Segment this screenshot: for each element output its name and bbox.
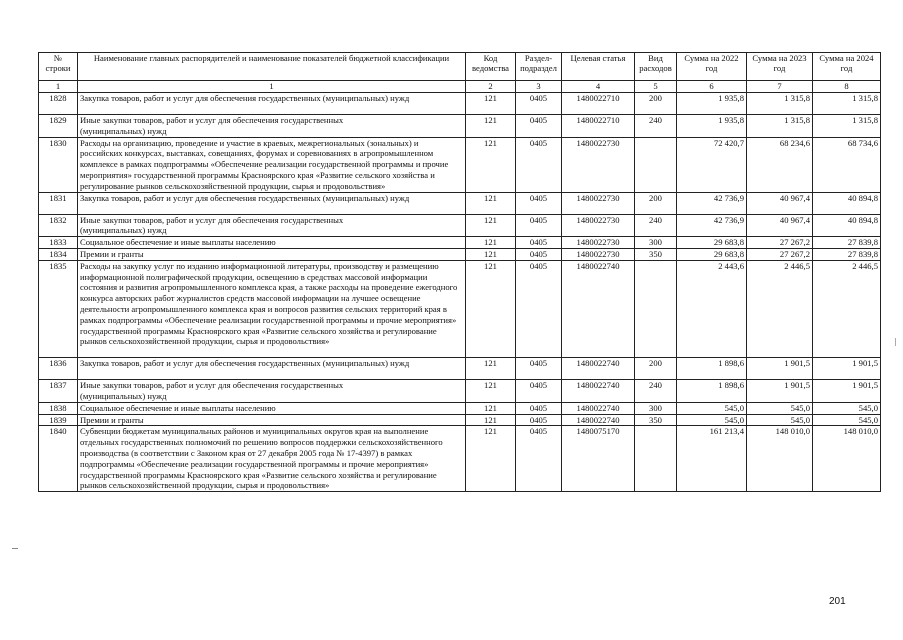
row-name: Иные закупки товаров, работ и услуг для обеспечения государственных (муниципальных) нужд — [78, 115, 466, 138]
dept-code: 121 — [466, 214, 516, 237]
dept-code: 121 — [466, 260, 516, 357]
amount-2023: 68 234,6 — [747, 137, 813, 192]
target-article: 1480022710 — [562, 93, 635, 115]
amount-2024: 68 734,6 — [813, 137, 881, 192]
table-row — [39, 115, 881, 138]
target-article: 1480022740 — [562, 402, 635, 414]
amount-2024: 2 446,5 — [813, 260, 881, 357]
amount-2023: 545,0 — [747, 402, 813, 414]
section-code: 0405 — [516, 402, 562, 414]
expense-type — [635, 137, 677, 192]
amount-2022: 42 736,9 — [677, 192, 747, 214]
amount-2022: 545,0 — [677, 402, 747, 414]
expense-type: 300 — [635, 402, 677, 414]
table-row — [39, 260, 881, 357]
row-name: Расходы на организацию, проведение и участие в краевых, межрегиональных (зональных) и российских конкурсах, выставках, совещаниях, форумах и соревнованиях в агропромышленном комплексе в рамках подпрограммы «Обеспечение реализации государственной программы и прочие мероприятия» государственной программы Красноярского края «Развитие сельского хозяйства и регулирование рынков сельскохозяйственной продукции, сырья и продовольствия» — [78, 137, 466, 192]
target-article: 1480075170 — [562, 426, 635, 492]
column-number: 2 — [466, 81, 516, 93]
amount-2024: 1 315,8 — [813, 93, 881, 115]
dept-code: 121 — [466, 237, 516, 249]
target-article: 1480022740 — [562, 414, 635, 426]
dept-code: 121 — [466, 358, 516, 380]
amount-2023: 40 967,4 — [747, 192, 813, 214]
expense-type: 300 — [635, 237, 677, 249]
section-code: 0405 — [516, 358, 562, 380]
row-name: Расходы на закупку услуг по изданию информационной литературы, производству и размещению информационной полиграфической продукции, освещению в средствах массовой информации состояния и развития агропромышленного комплекса края, а также расходы на проведение ежегодного конкурса авторских работ журналистов средств массовой информации на лучшее освещение деятельности агропромышленного комплекса края и вопросов развития сельских территорий края в рамках подпрограммы «Обеспечение реализации государственной программы и прочие мероприятия» государственной программы Красноярского края «Развитие сельского хозяйства и регулирование рынков сельскохозяйственной продукции, сырья и продовольствия» — [78, 260, 466, 357]
target-article: 1480022730 — [562, 237, 635, 249]
amount-2022: 29 683,8 — [677, 248, 747, 260]
amount-2023: 1 315,8 — [747, 115, 813, 138]
amount-2023: 27 267,2 — [747, 237, 813, 249]
header-section: Раздел-подраздел — [516, 53, 562, 81]
row-number: 1831 — [39, 192, 78, 214]
row-number: 1836 — [39, 358, 78, 380]
column-number: 8 — [813, 81, 881, 93]
section-code: 0405 — [516, 414, 562, 426]
row-name: Иные закупки товаров, работ и услуг для обеспечения государственных (муниципальных) нужд — [78, 380, 466, 403]
amount-2023: 2 446,5 — [747, 260, 813, 357]
table-row — [39, 248, 881, 260]
row-number: 1840 — [39, 426, 78, 492]
amount-2024: 1 315,8 — [813, 115, 881, 138]
target-article: 1480022730 — [562, 248, 635, 260]
column-number: 1 — [78, 81, 466, 93]
column-number: 7 — [747, 81, 813, 93]
section-code: 0405 — [516, 192, 562, 214]
expense-type: 240 — [635, 380, 677, 403]
section-code: 0405 — [516, 248, 562, 260]
row-number: 1833 — [39, 237, 78, 249]
amount-2024: 1 901,5 — [813, 380, 881, 403]
amount-2024: 40 894,8 — [813, 214, 881, 237]
header-2022: Сумма на 2022 год — [677, 53, 747, 81]
amount-2024: 1 901,5 — [813, 358, 881, 380]
row-number: 1839 — [39, 414, 78, 426]
row-number: 1837 — [39, 380, 78, 403]
amount-2023: 545,0 — [747, 414, 813, 426]
target-article: 1480022740 — [562, 260, 635, 357]
section-code: 0405 — [516, 380, 562, 403]
section-code: 0405 — [516, 426, 562, 492]
amount-2022: 1 935,8 — [677, 93, 747, 115]
column-number: 3 — [516, 81, 562, 93]
dept-code: 121 — [466, 414, 516, 426]
target-article: 1480022740 — [562, 380, 635, 403]
column-number: 6 — [677, 81, 747, 93]
amount-2023: 1 901,5 — [747, 358, 813, 380]
dept-code: 121 — [466, 192, 516, 214]
row-name: Социальное обеспечение и иные выплаты населению — [78, 402, 466, 414]
amount-2024: 545,0 — [813, 414, 881, 426]
amount-2024: 27 839,8 — [813, 237, 881, 249]
target-article: 1480022730 — [562, 214, 635, 237]
section-code: 0405 — [516, 115, 562, 138]
section-code: 0405 — [516, 214, 562, 237]
header-2023: Сумма на 2023 год — [747, 53, 813, 81]
row-number: 1834 — [39, 248, 78, 260]
row-name: Иные закупки товаров, работ и услуг для обеспечения государственных (муниципальных) нужд — [78, 214, 466, 237]
section-code: 0405 — [516, 93, 562, 115]
dept-code: 121 — [466, 402, 516, 414]
dept-code: 121 — [466, 137, 516, 192]
page-number: 201 — [829, 596, 846, 607]
dept-code: 121 — [466, 115, 516, 138]
target-article: 1480022730 — [562, 137, 635, 192]
expense-type: 240 — [635, 214, 677, 237]
amount-2022: 1 898,6 — [677, 380, 747, 403]
row-number: 1835 — [39, 260, 78, 357]
table-row — [39, 214, 881, 237]
section-code: 0405 — [516, 237, 562, 249]
amount-2023: 27 267,2 — [747, 248, 813, 260]
amount-2023: 1 315,8 — [747, 93, 813, 115]
table-row — [39, 237, 881, 249]
header-row-no: № строки — [39, 53, 78, 81]
expense-type — [635, 426, 677, 492]
budget-table — [38, 52, 881, 492]
expense-type: 200 — [635, 192, 677, 214]
scan-margin-mark — [12, 548, 18, 549]
header-name: Наименование главных распорядителей и наименование показателей бюджетной классификации — [78, 53, 466, 81]
amount-2024: 148 010,0 — [813, 426, 881, 492]
header-2024: Сумма на 2024 год — [813, 53, 881, 81]
table-row — [39, 402, 881, 414]
amount-2022: 29 683,8 — [677, 237, 747, 249]
row-name: Субвенции бюджетам муниципальных районов и муниципальных округов края на выполнение отдельных государственных полномочий по решению вопросов поддержки сельскохозяйственного производства (в соответствии с Законом края от 27 декабря 2005 года № 17-4397) в рамках подпрограммы «Обеспечение реализации государственной программы и прочие мероприятия» государственной программы Красноярского края «Развитие сельского хозяйства и регулирование рынков сельскохозяйственной продукции, сырья и продовольствия» — [78, 426, 466, 492]
amount-2024: 545,0 — [813, 402, 881, 414]
expense-type: 200 — [635, 93, 677, 115]
amount-2022: 161 213,4 — [677, 426, 747, 492]
amount-2022: 42 736,9 — [677, 214, 747, 237]
table-row — [39, 192, 881, 214]
expense-type: 240 — [635, 115, 677, 138]
header-exp-type: Вид расходов — [635, 53, 677, 81]
column-number-row — [39, 81, 881, 93]
amount-2024: 27 839,8 — [813, 248, 881, 260]
dept-code: 121 — [466, 248, 516, 260]
target-article: 1480022740 — [562, 358, 635, 380]
column-number: 1 — [39, 81, 78, 93]
table-row — [39, 426, 881, 492]
table-row — [39, 137, 881, 192]
amount-2023: 148 010,0 — [747, 426, 813, 492]
amount-2022: 1 898,6 — [677, 358, 747, 380]
dept-code: 121 — [466, 426, 516, 492]
column-number: 4 — [562, 81, 635, 93]
column-number: 5 — [635, 81, 677, 93]
table-row — [39, 414, 881, 426]
expense-type: 350 — [635, 414, 677, 426]
table-row — [39, 358, 881, 380]
row-name: Премии и гранты — [78, 414, 466, 426]
amount-2022: 1 935,8 — [677, 115, 747, 138]
amount-2023: 40 967,4 — [747, 214, 813, 237]
target-article: 1480022710 — [562, 115, 635, 138]
row-number: 1838 — [39, 402, 78, 414]
row-name: Премии и гранты — [78, 248, 466, 260]
row-name: Закупка товаров, работ и услуг для обеспечения государственных (муниципальных) нужд — [78, 192, 466, 214]
row-number: 1828 — [39, 93, 78, 115]
header-row — [39, 53, 881, 81]
amount-2023: 1 901,5 — [747, 380, 813, 403]
header-dept-code: Код ведомства — [466, 53, 516, 81]
target-article: 1480022730 — [562, 192, 635, 214]
header-target: Целевая статья — [562, 53, 635, 81]
amount-2022: 545,0 — [677, 414, 747, 426]
row-number: 1829 — [39, 115, 78, 138]
scan-margin-mark — [895, 338, 896, 346]
section-code: 0405 — [516, 137, 562, 192]
row-number: 1830 — [39, 137, 78, 192]
row-number: 1832 — [39, 214, 78, 237]
row-name: Закупка товаров, работ и услуг для обеспечения государственных (муниципальных) нужд — [78, 358, 466, 380]
row-name: Социальное обеспечение и иные выплаты населению — [78, 237, 466, 249]
amount-2024: 40 894,8 — [813, 192, 881, 214]
row-name: Закупка товаров, работ и услуг для обеспечения государственных (муниципальных) нужд — [78, 93, 466, 115]
amount-2022: 2 443,6 — [677, 260, 747, 357]
table-row — [39, 380, 881, 403]
table-row — [39, 93, 881, 115]
dept-code: 121 — [466, 93, 516, 115]
expense-type — [635, 260, 677, 357]
amount-2022: 72 420,7 — [677, 137, 747, 192]
expense-type: 200 — [635, 358, 677, 380]
budget-sheet — [38, 52, 880, 492]
expense-type: 350 — [635, 248, 677, 260]
dept-code: 121 — [466, 380, 516, 403]
section-code: 0405 — [516, 260, 562, 357]
